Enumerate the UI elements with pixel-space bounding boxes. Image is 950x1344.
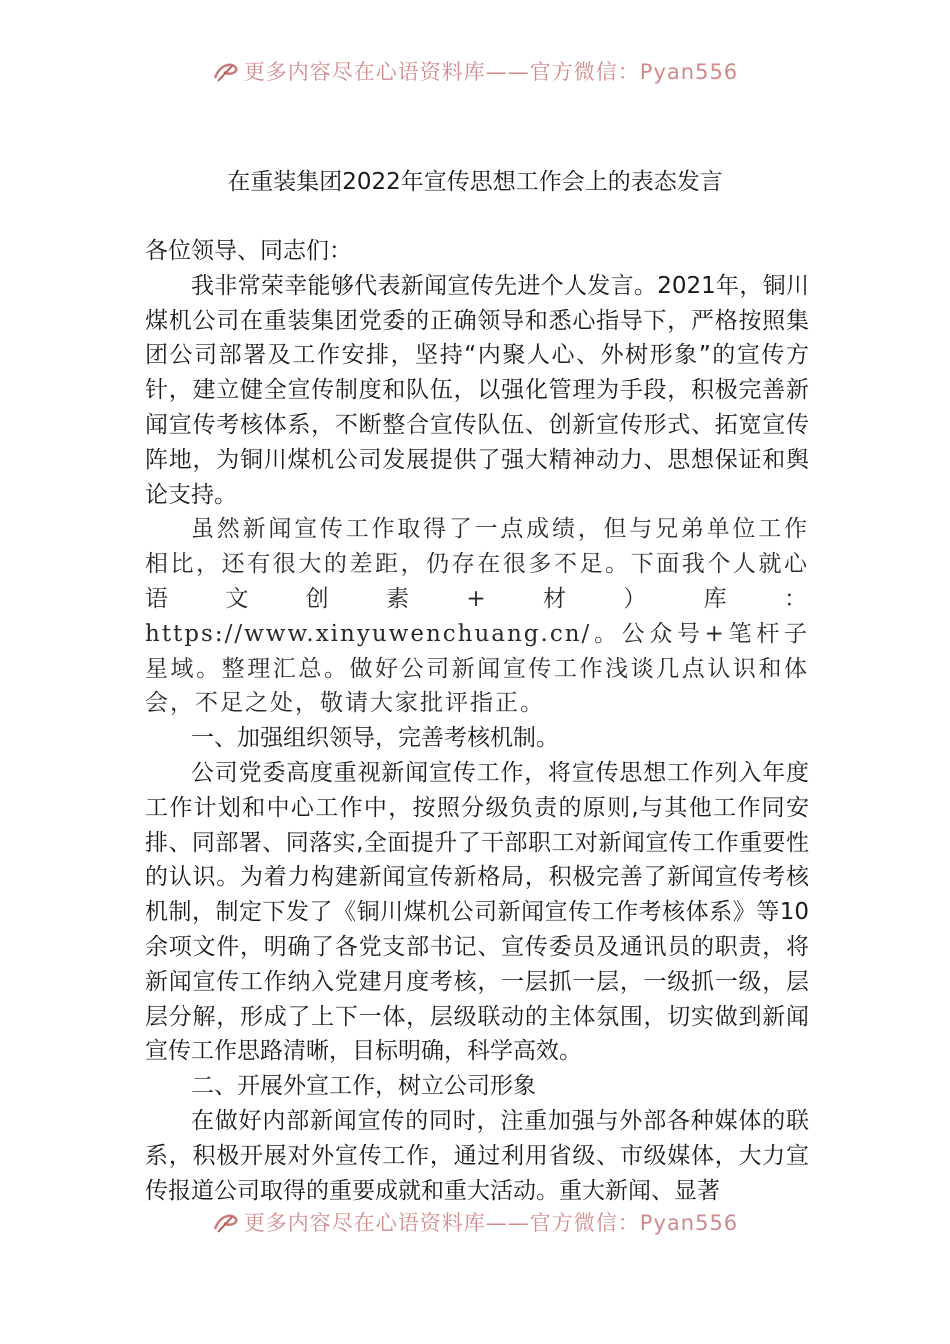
paragraph-shortcomings: 虽然新闻宣传工作取得了一点成绩，但与兄弟单位工作相比，还有很大的差距，仍存在很多不足。下面我个人就心语文创素+材）库：https://www.xinyuwenchuang.cn/。公众号+笔杆子星域。整理汇总。做好公司新闻宣传工作浅谈几点认识和体会，不足之处，敬请大家批评指正。 [145, 516, 809, 717]
document-title: 在重装集团2022年宣传思想工作会上的表态发言 [227, 169, 723, 195]
watermark-banner-top [0, 56, 950, 86]
watermark-text: 更多内容尽在心语资料库——官方微信：Pyan556 [243, 1211, 739, 1235]
paragraph-intro: 我非常荣幸能够代表新闻宣传先进个人发言。2021年，铜川煤机公司在重装集团党委的正确领导和悉心指导下，严格按照集团公司部署及工作安排，坚持“内聚人心、外树形象”的宣传方针，建立健全宣传制度和队伍，以强化管理为手段，积极完善新闻宣传考核体系，不断整合宣传队伍、创新宣传形式、拓宽宣传阵地，为铜川煤机公司发展提供了强大精神动力、思想保证和舆论支持。 [145, 272, 809, 508]
pen-swirl-logo-icon [212, 58, 240, 84]
watermark-text: 更多内容尽在心语资料库——官方微信：Pyan556 [243, 60, 739, 84]
paragraph-section-2: 在做好内部新闻宣传的同时，注重加强与外部各种媒体的联系，积极开展对外宣传工作，通过利用省级、市级媒体，大力宣传报道公司取得的重要成就和重大活动。重大新闻、显著 [145, 1107, 809, 1204]
watermark-banner-bottom [0, 1207, 950, 1237]
pen-swirl-logo-icon [212, 1209, 240, 1235]
document-body [145, 234, 809, 1208]
paragraph-section-1: 公司党委高度重视新闻宣传工作，将宣传思想工作列入年度工作计划和中心工作中，按照分级负责的原则,与其他工作同安排、同部署、同落实,全面提升了干部职工对新闻宣传工作重要性的认识。为着力构建新闻宣传新格局，积极完善了新闻宣传考核机制，制定下发了《铜川煤机公司新闻宣传工作考核体系》等10余项文件，明确了各党支部书记、宣传委员及通讯员的职责，将新闻宣传工作纳入党建月度考核，一层抓一层，一级抓一级，层层分解，形成了上下一体，层级联动的主体氛围，切实做到新闻宣传工作思路清晰，目标明确，科学高效。 [145, 759, 809, 1065]
salutation: 各位领导、同志们： [145, 238, 352, 264]
section-heading-1: 一、加强组织领导，完善考核机制。 [191, 725, 559, 752]
section-heading-2: 二、开展外宣工作，树立公司形象 [191, 1073, 536, 1100]
